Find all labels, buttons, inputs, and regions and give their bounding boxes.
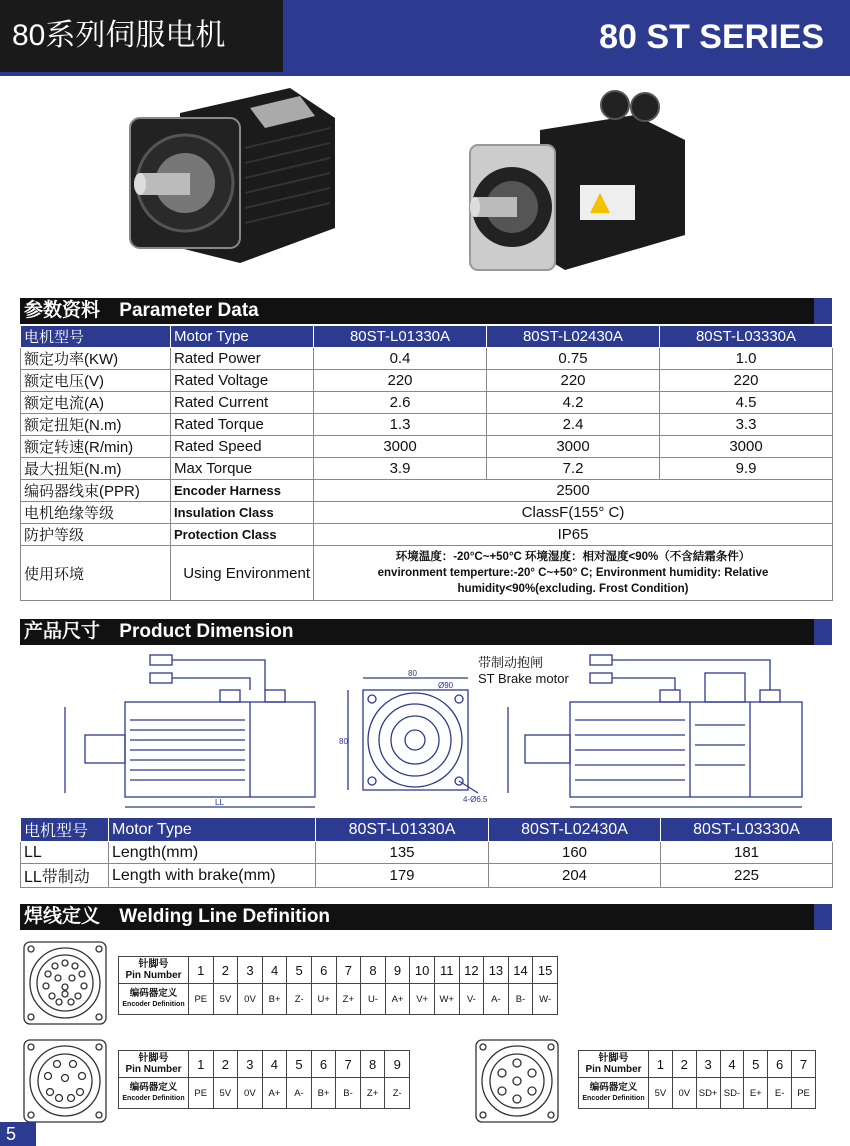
pin-def: PE (792, 1078, 816, 1109)
row-value: IP65 (314, 524, 833, 546)
pin-label-en: Pin Number (585, 1064, 642, 1075)
front-view-drawing (338, 668, 498, 808)
encoder-def-label (119, 1078, 189, 1109)
pin-def: B- (336, 1078, 361, 1109)
pin-number: 9 (385, 1051, 410, 1078)
row-label-cn: 使用环境 (21, 546, 171, 601)
encoder-def-row (119, 984, 558, 1015)
row-value: 135 (316, 842, 489, 864)
pin-def: U+ (311, 984, 336, 1015)
pin-def: B+ (311, 1078, 336, 1109)
row-value: 3.9 (314, 458, 487, 480)
pin-def: U- (361, 984, 386, 1015)
row-value: 220 (487, 370, 660, 392)
pin-number: 14 (508, 957, 533, 984)
row-label-cn: 额定扭矩(N.m) (21, 414, 171, 436)
row-label-en: Using Environment (171, 546, 314, 601)
row-value: 3000 (660, 436, 833, 458)
row-label-cn: 额定电压(V) (21, 370, 171, 392)
pin-number: 3 (238, 957, 263, 984)
params-table (20, 325, 833, 601)
row-label-cn: LL带制动 (21, 864, 109, 888)
welding-section-header (20, 904, 832, 930)
row-value: 4.2 (487, 392, 660, 414)
params-section-en: Parameter Data (119, 300, 259, 321)
row-label-cn: 防护等级 (21, 524, 171, 546)
pin-number-row (119, 957, 558, 984)
model-3: 80ST-L03330A (661, 818, 833, 842)
pin-def: A- (287, 1078, 312, 1109)
table-row (21, 842, 833, 864)
pin-def: V+ (410, 984, 435, 1015)
pin-def: PE (189, 1078, 214, 1109)
side-view-drawing (55, 645, 330, 815)
params-section-header (20, 298, 832, 324)
pin-def: E+ (744, 1078, 768, 1109)
row-label-cn: 编码器线束(PPR) (21, 480, 171, 502)
table-row (21, 480, 833, 502)
pin-number-label (119, 957, 189, 984)
pin-number: 15 (533, 957, 558, 984)
pin-number: 2 (213, 957, 238, 984)
pin-table-7 (578, 1050, 816, 1109)
pin-def: SD+ (696, 1078, 720, 1109)
enc-label-en: Encoder Definition (122, 1095, 185, 1102)
pin-def: Z- (385, 1078, 410, 1109)
label-height: 80 (339, 737, 348, 746)
dimension-header-row (21, 818, 833, 842)
pin-number: 6 (311, 1051, 336, 1078)
table-row (21, 436, 833, 458)
row-label-cn: 额定转速(R/min) (21, 436, 171, 458)
pin-def: W+ (434, 984, 459, 1015)
row-value: 160 (489, 842, 661, 864)
params-header-row (21, 326, 833, 348)
pin-def: B+ (262, 984, 287, 1015)
header-banner (283, 0, 850, 72)
pin-number: 7 (792, 1051, 816, 1078)
row-value: 4.5 (660, 392, 833, 414)
row-label-en: Rated Torque (171, 414, 314, 436)
row-value: 225 (661, 864, 833, 888)
table-row (21, 458, 833, 480)
pin-number: 5 (744, 1051, 768, 1078)
pin-number: 6 (311, 957, 336, 984)
pin-number: 8 (360, 1051, 385, 1078)
dimension-table (20, 817, 833, 888)
pin-number: 5 (287, 957, 312, 984)
label-diameter: Ø90 (438, 681, 454, 690)
dimension-section-en: Product Dimension (119, 621, 294, 642)
pin-number: 1 (189, 957, 214, 984)
motor-photo-1 (120, 78, 340, 278)
header-title-en: 80 ST SERIES (599, 18, 824, 56)
pin-number: 13 (484, 957, 509, 984)
pin-number-row (119, 1051, 410, 1078)
brake-view-drawing (505, 645, 805, 815)
cell-cn: 电机型号 (21, 818, 109, 842)
pin-number: 7 (336, 1051, 361, 1078)
row-value: 0.4 (314, 348, 487, 370)
row-value: 1.0 (660, 348, 833, 370)
pin-table-15 (118, 956, 558, 1015)
pin-number: 3 (238, 1051, 263, 1078)
model-2: 80ST-L02430A (489, 818, 661, 842)
row-label-cn: 最大扭矩(N.m) (21, 458, 171, 480)
encoder-def-row (579, 1078, 816, 1109)
pin-number: 4 (262, 957, 287, 984)
env-description (314, 546, 833, 601)
enc-label-cn: 编码器定义 (129, 988, 178, 999)
model-1: 80ST-L01330A (314, 326, 487, 348)
row-value: 2500 (314, 480, 833, 502)
env-line-3: humidity<90%(excluding. Frost Condition) (457, 583, 689, 595)
row-label-en: Rated Voltage (171, 370, 314, 392)
row-label-cn: LL (21, 842, 109, 864)
enc-label-en: Encoder Definition (122, 1001, 185, 1008)
header-title-cn: 80系列伺服电机 (0, 0, 283, 72)
row-value: 9.9 (660, 458, 833, 480)
row-value: 2.6 (314, 392, 487, 414)
row-value: 1.3 (314, 414, 487, 436)
pin-label-cn: 针脚号 (598, 1053, 629, 1064)
model-2: 80ST-L02430A (487, 326, 660, 348)
table-row (21, 502, 833, 524)
label-width: 80 (408, 669, 417, 678)
row-label-en: Rated Speed (171, 436, 314, 458)
page-number: 5 (0, 1122, 36, 1146)
row-label-en: Length(mm) (109, 842, 316, 864)
pin-number: 4 (262, 1051, 287, 1078)
pin-def: V- (459, 984, 484, 1015)
env-line-1: 环境温度：-20°C~+50°C 环境湿度：相对湿度<90%（不含結霜条件） (395, 551, 751, 563)
row-label-en: Protection Class (171, 524, 314, 546)
pin-number: 11 (434, 957, 459, 984)
brake-label-cn: 带制动抱闸 (478, 655, 544, 670)
model-3: 80ST-L03330A (660, 326, 833, 348)
connector-7pin-drawing (474, 1038, 560, 1124)
pin-def: Z+ (360, 1078, 385, 1109)
pin-number: 6 (768, 1051, 792, 1078)
label-ll: LL (215, 798, 224, 807)
row-value: 3000 (314, 436, 487, 458)
encoder-def-label (119, 984, 189, 1015)
row-label-en: Insulation Class (171, 502, 314, 524)
pin-def: 0V (238, 984, 263, 1015)
row-label-cn: 电机绝缘等级 (21, 502, 171, 524)
pin-def: A+ (262, 1078, 287, 1109)
params-section-cn: 参数资料 (24, 300, 101, 321)
row-label-en: Length with brake(mm) (109, 864, 316, 888)
pin-def: 0V (238, 1078, 263, 1109)
encoder-def-label (579, 1078, 649, 1109)
header-divider (0, 72, 850, 76)
row-value: 3000 (487, 436, 660, 458)
enc-label-cn: 编码器定义 (589, 1082, 638, 1093)
row-value: 220 (660, 370, 833, 392)
table-row (21, 370, 833, 392)
pin-table-9 (118, 1050, 410, 1109)
pin-number: 8 (361, 957, 386, 984)
row-value: 0.75 (487, 348, 660, 370)
encoder-def-row (119, 1078, 410, 1109)
pin-label-en: Pin Number (125, 1064, 182, 1075)
connector-9pin-drawing (22, 1038, 108, 1124)
pin-number: 4 (720, 1051, 744, 1078)
table-row (21, 348, 833, 370)
dimension-section-header (20, 619, 832, 645)
row-value: ClassF(155° C) (314, 502, 833, 524)
pin-number: 10 (410, 957, 435, 984)
row-value: 181 (661, 842, 833, 864)
pin-number: 2 (213, 1051, 238, 1078)
pin-def: B- (508, 984, 533, 1015)
pin-number-row (579, 1051, 816, 1078)
pin-number-label (579, 1051, 649, 1078)
env-line-2: environment temperture:-20° C~+50° C; Environment humidity: Relative (377, 567, 769, 579)
pin-def: SD- (720, 1078, 744, 1109)
pin-def: W- (533, 984, 558, 1015)
welding-section-en: Welding Line Definition (119, 906, 331, 927)
table-row (21, 524, 833, 546)
cell-cn: 电机型号 (21, 326, 171, 348)
row-label-en: Encoder Harness (171, 480, 314, 502)
pin-def: Z- (287, 984, 312, 1015)
connector-15pin-drawing (22, 940, 108, 1026)
table-row (21, 414, 833, 436)
label-holes: 4-Ø6.5 (463, 795, 488, 804)
pin-label-cn: 针脚号 (138, 1053, 169, 1064)
motor-photo-2 (460, 85, 690, 280)
row-label-en: Rated Power (171, 348, 314, 370)
brake-label-en: ST Brake motor (478, 671, 569, 686)
row-value: 7.2 (487, 458, 660, 480)
pin-label-en: Pin Number (125, 970, 182, 981)
pin-def: 5V (649, 1078, 673, 1109)
pin-label-cn: 针脚号 (138, 959, 169, 970)
row-label-cn: 额定功率(KW) (21, 348, 171, 370)
pin-number: 5 (287, 1051, 312, 1078)
pin-def: A+ (385, 984, 410, 1015)
welding-section-cn: 焊线定义 (24, 906, 101, 927)
table-row (21, 392, 833, 414)
pin-number: 2 (672, 1051, 696, 1078)
pin-number: 3 (696, 1051, 720, 1078)
pin-number: 12 (459, 957, 484, 984)
pin-def: 5V (213, 984, 238, 1015)
pin-def: A- (484, 984, 509, 1015)
row-label-en: Max Torque (171, 458, 314, 480)
dimension-section-cn: 产品尺寸 (24, 621, 101, 642)
row-value: 220 (314, 370, 487, 392)
cell-en: Motor Type (171, 326, 314, 348)
row-value: 3.3 (660, 414, 833, 436)
row-value: 204 (489, 864, 661, 888)
row-value: 179 (316, 864, 489, 888)
pin-number: 9 (385, 957, 410, 984)
row-label-en: Rated Current (171, 392, 314, 414)
pin-def: PE (189, 984, 214, 1015)
pin-def: E- (768, 1078, 792, 1109)
row-value: 2.4 (487, 414, 660, 436)
model-1: 80ST-L01330A (316, 818, 489, 842)
pin-number: 1 (649, 1051, 673, 1078)
env-row (21, 546, 833, 601)
pin-def: 5V (213, 1078, 238, 1109)
pin-def: 0V (672, 1078, 696, 1109)
cell-en: Motor Type (109, 818, 316, 842)
pin-number: 1 (189, 1051, 214, 1078)
pin-number: 7 (336, 957, 361, 984)
pin-def: Z+ (336, 984, 361, 1015)
table-row (21, 864, 833, 888)
row-label-cn: 额定电流(A) (21, 392, 171, 414)
enc-label-en: Encoder Definition (582, 1095, 645, 1102)
enc-label-cn: 编码器定义 (129, 1082, 178, 1093)
pin-number-label (119, 1051, 189, 1078)
